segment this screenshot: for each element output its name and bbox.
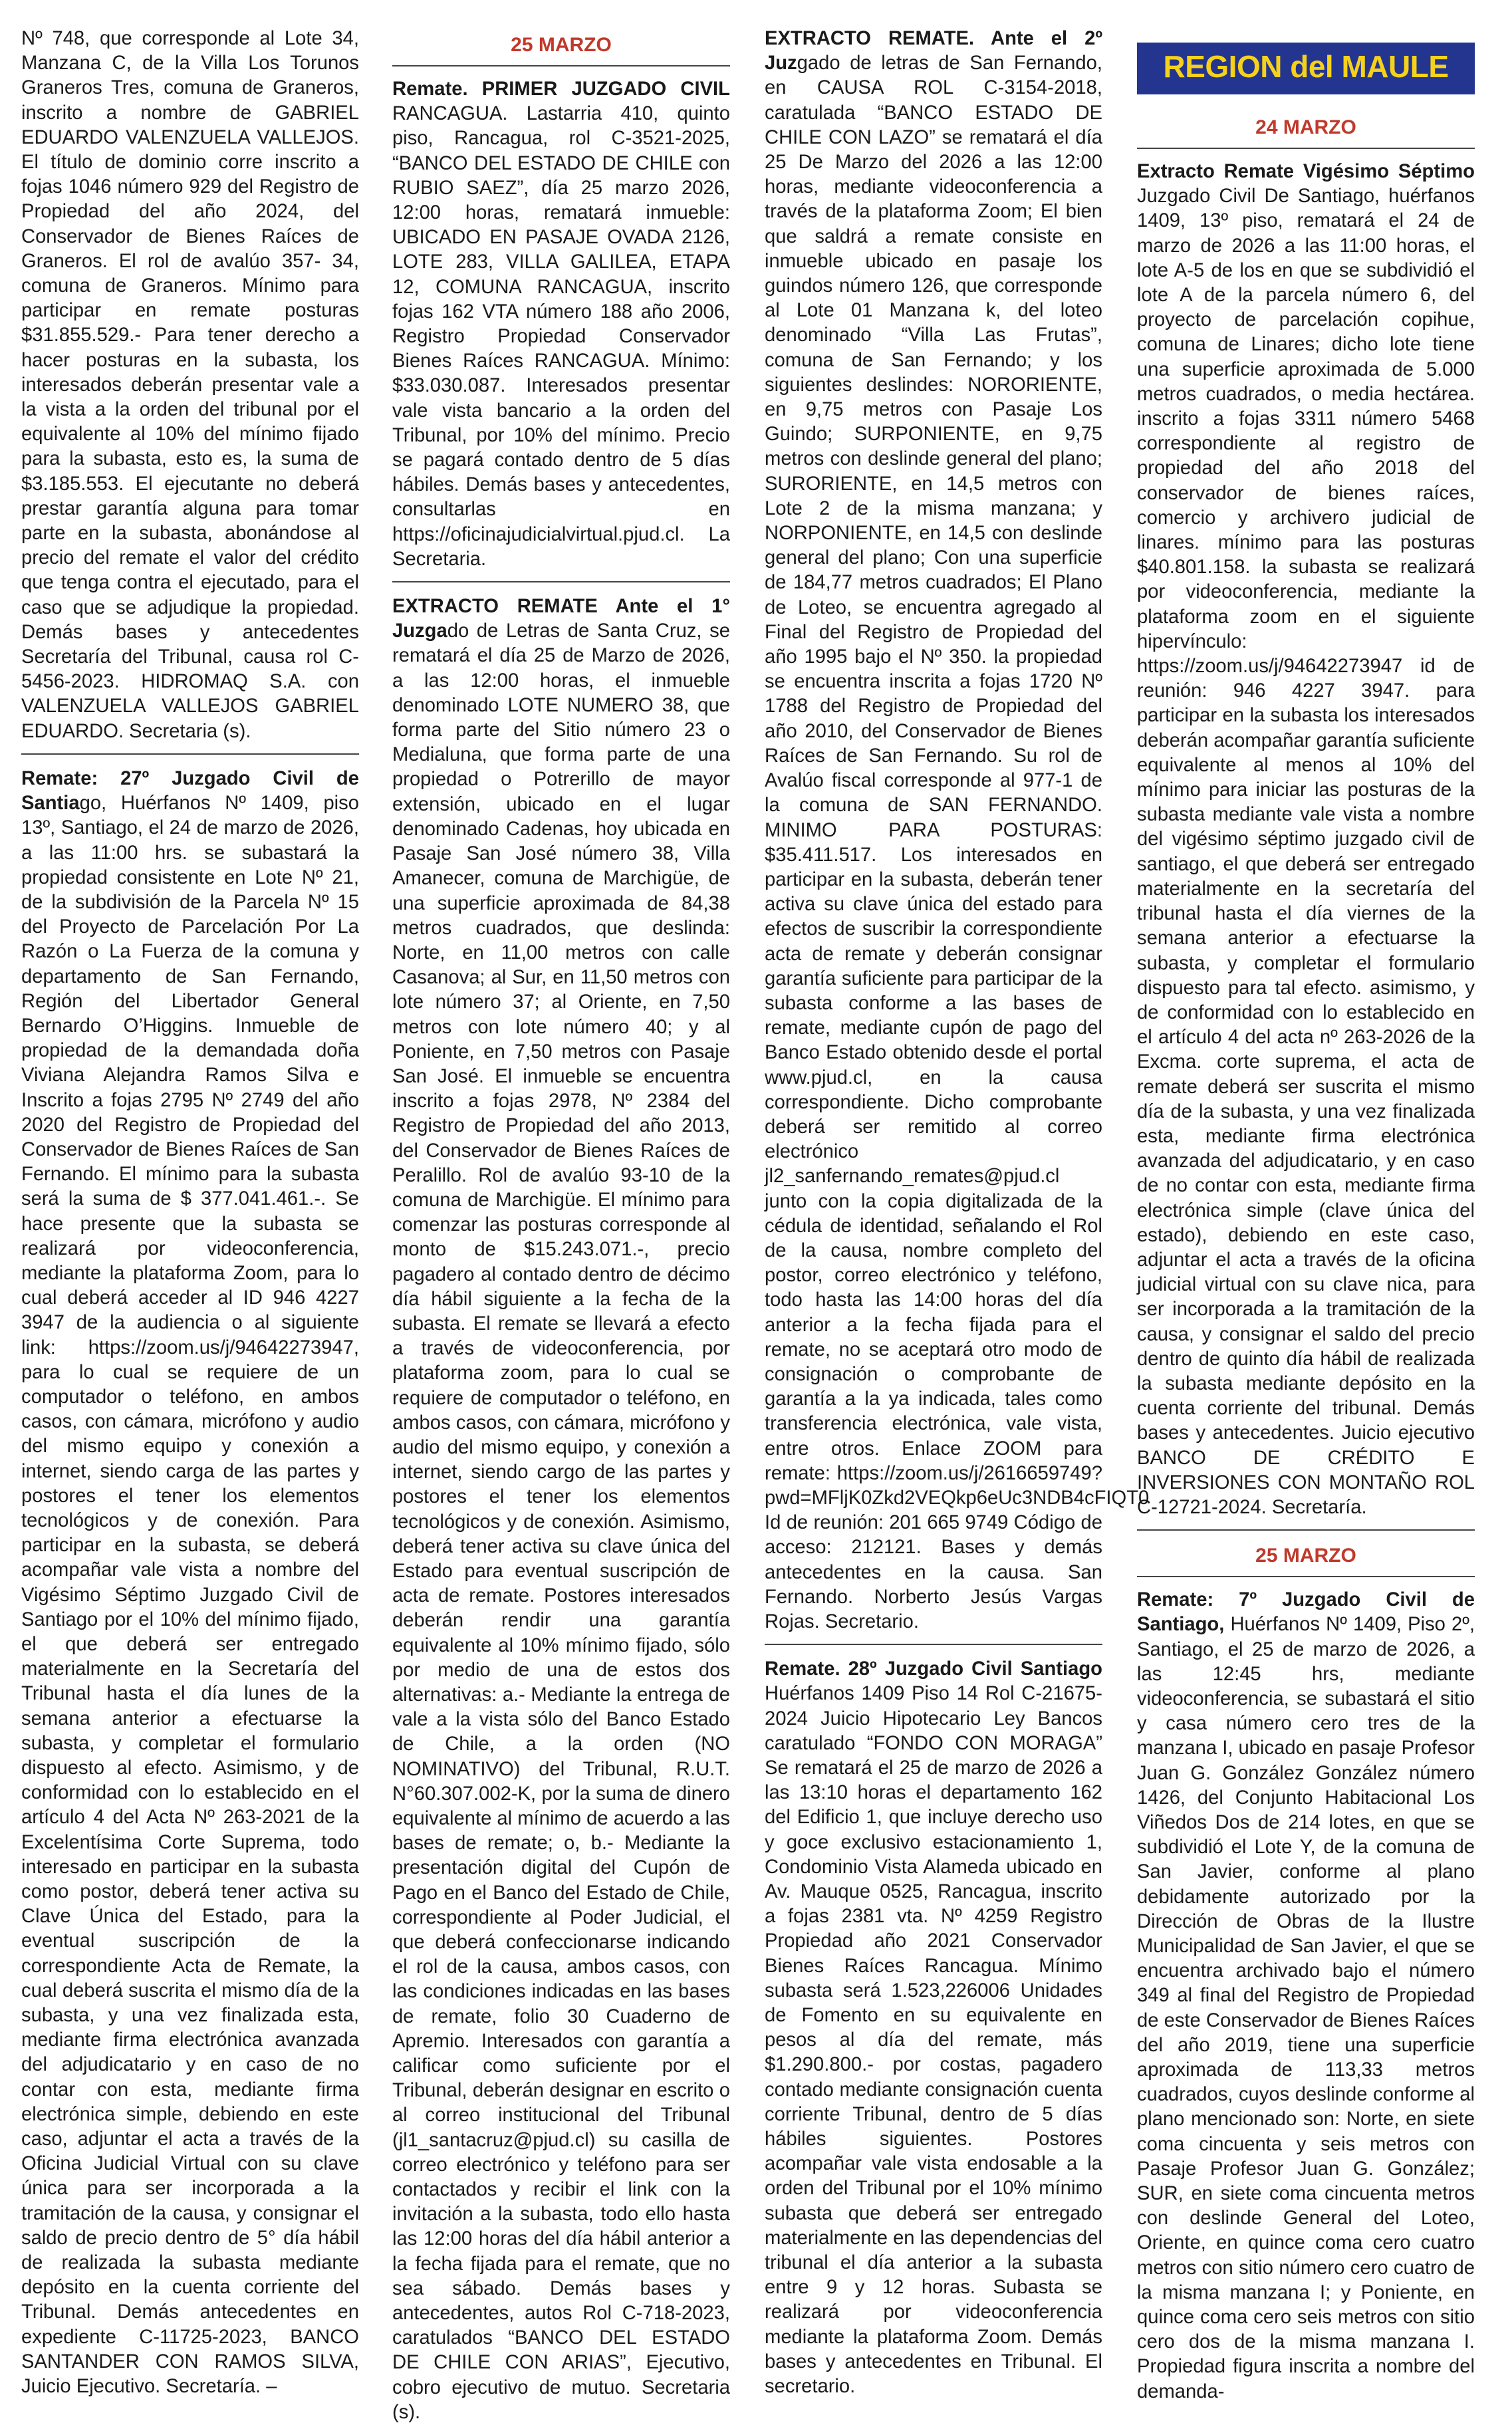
notice-body	[21, 27, 359, 744]
notice-lead: Extracto Remate Vigésimo Séptimo	[1137, 161, 1475, 182]
notice-text: Huérfanos Nº 1409, Piso 2º, Santiago, el 25 de marzo de 2026, a las 12:45 hrs, mediante videoconferencia, se subastará el sitio y casa número cero tres de la manzana I, ubicado en pasaje Profesor Juan G. González González número 1426, del Conjunto Habitacional Los Viñedos Dos de 214 lotes, en que se subdividió el Lote Y, de la comuna de San Javier, conforme al plano debidamente autorizado por la Dirección de Obras de la Ilustre Municipalidad de San Javier, el que se encuentra archivado bajo el número 349 al final del Registro de Propiedad de este Conservador de Bienes Raíces del año 2019, tiene una superficie aproximada de 113,33 metros cuadrados, cuyos deslinde conforme al plano mencionado son: Norte, en siete coma cincuenta y seis metros con Pasaje Profesor Juan G. González; SUR, en siete coma cincuenta metros con deslinde General del Loteo, Oriente, en quince coma cero cuatro metros con sitio número cero cuatro de la misma manzana I; y Poniente, en quince coma cero seis metros con sitio cero dos de la misma manzana I. Propiedad figura inscrita a nombre del demanda-	[1137, 1614, 1475, 2402]
notice-primer-juzgado-rancagua	[392, 77, 730, 572]
notice-body	[765, 1657, 1102, 2399]
notice-body	[1137, 1588, 1475, 2404]
notice-text: do de Letras de Santa Cruz, se rematará el día 25 de Marzo de 2026, a las 12:00 horas, el inmueble denominado LOTE NUMERO 38, que forma parte del Sitio número 23 o Medialuna, que forma parte de una propiedad o Potrerillo de mayor extensión, ubicado en el lugar denominado Cadenas, hoy ubicada en Pasaje San José número 38, Villa Amanecer, comuna de Marchigüe, de una superficie aproximada de 84,38 metros cuadrados, que deslinda: Norte, en 11,00 metros con calle Casanova; al Sur, en 11,50 metros con lote número 37; al Oriente, en 7,50 metros con lote número 40; y al Poniente, en 7,50 metros con Pasaje San José. El inmueble se encuentra inscrito a fojas 2978, Nº 2384 del Registro de Propiedad del año 2013, del Conservador de Bienes Raíces de Peralillo. Rol de avalúo 93-10 de la comuna de Marchigüe. El mínimo para comenzar las posturas corresponde al monto de $15.243.071.-, precio pagadero al contado dentro de décimo día hábil siguiente a la fecha de la subasta. El remate se llevará a efecto a través de videoconferencia, por plataforma zoom, para lo cual se requiere de computador o teléfono, en ambos casos, con cámara, micrófono y audio del mismo equipo, y conexión a internet, siendo cargo de las partes y postores el tener los elementos tecnológicos y de conexión. Asimismo, deberá tener activa su clave única del Estado para eventual suscripción de acta de remate. Postores interesados deberán rendir una garantía equivalente al 10% mínimo fijado, sólo por medio de una de estos dos alternativas: a.- Mediante la entrega de vale a la vista sólo del Banco Estado de Chile, a la orden (NO NOMINATIVO) del Tribunal, R.U.T. N°60.307.002-K, por la suma de dinero equivalente al mínimo de acuerdo a las bases de remate; o, b.- Mediante la presentación digital del Cupón de Pago en el Banco del Estado de Chile, correspondiente al Poder Judicial, el que deberá confeccionarse indicando el rol de la causa, ambos casos, con las condiciones indicadas en las bases de remate, folio 30 Cuaderno de Apremio. Interesados con garantía a calificar como suficiente por el Tribunal, deberán designar en escrito o al correo institucional del Tribunal (jl1_santacruz@pjud.cl) su casilla de correo electrónico y teléfono para ser contactados y recibir el link con la invitación a la subasta, todo ello hasta las 12:00 horas del día hábil anterior a la fecha fijada para el remate, que no sea sábado. Demás bases y antecedentes, autos Rol C-718-2023, caratulados “BANCO DEL ESTADO DE CHILE CON ARIAS”, Ejecutivo, cobro ejecutivo de mutuo. Secretaria (s).	[392, 620, 730, 2423]
notice-body	[392, 594, 730, 2425]
divider	[392, 65, 730, 66]
divider	[765, 1644, 1102, 1645]
notice-text: RANCAGUA. Lastarria 410, quinto piso, Rancagua, rol C-3521-2025, “BANCO DEL ESTADO DE CHILE con RUBIO SAEZ”, día 25 marzo 2026, 12:00 horas, rematará inmueble: UBICADO EN PASAJE OVADA 2126, LOTE 283, VILLA GALILEA, ETAPA 12, COMUNA RANCAGUA, inscrito fojas 162 VTA número 188 año 2006, Registro Propiedad Conservador Bienes Raíces RANCAGUA. Mínimo: $33.030.087. Interesados presentar vale vista bancario a la orden del Tribunal, por 10% del mínimo. Precio se pagará contado dentro de 5 días hábiles. Demás bases y antecedentes, consultarlas en https://oficinajudicialvirtual.pjud.cl. La Secretaria.	[392, 103, 730, 570]
notice-7-juzgado	[1137, 1588, 1475, 2404]
column-2	[392, 27, 730, 2423]
notice-27-juzgado	[21, 767, 359, 2399]
notice-lead: EXTRACTO REMATE. Ante el 2º Juz	[765, 28, 1102, 74]
divider	[1137, 148, 1475, 149]
notice-2-juzgado-san-fernando	[765, 27, 1150, 1634]
notice-lead: Remate: 7º Juzgado Civil de Santiago,	[1137, 1589, 1475, 1636]
date-heading: 24 MARZO	[1255, 116, 1356, 138]
column-4	[1137, 27, 1475, 2402]
column-3	[765, 27, 1150, 2398]
divider	[21, 753, 359, 755]
notice-body	[1137, 160, 1475, 1520]
notice-body	[392, 77, 730, 572]
notice-lead: EXTRACTO REMATE Ante el 1° Juzga	[392, 596, 730, 642]
notice-text: go, Huérfanos Nº 1409, piso 13º, Santiago, el 24 de marzo de 2026, a las 11:00 hrs. se subastará la propiedad consistente en Lote Nº 21, de la subdivisión de la Parcela Nº 15 del Proyecto de Parcelación Por La Razón o La Fuerza de la comuna y departamento de San Fernando, Región del Libertador General Bernardo O’Higgins. Inmueble de propiedad de la demandada doña Viviana Alejandra Ramos Silva e Inscrito a fojas 2795 Nº 2749 del año 2020 del Registro de Propiedad del Conservador de Bienes Raíces de San Fernando. El mínimo para la subasta será la suma de $ 377.041.461.-. Se hace presente que la subasta se realizará por videoconferencia, mediante la plataforma Zoom, para lo cual deberá acceder al ID 946 4227 3947 de la audiencia o al siguiente link: https://zoom.us/j/94642273947, para lo cual se requiere de un computador o teléfono, en ambos casos, con cámara, micrófono y audio del mismo equipo y conexión a internet, siendo carga de las partes y postores el tener los elementos tecnológicos y de conexión. Para participar en la subasta, se deberá acompañar vale vista a nombre del Vigésimo Séptimo Juzgado Civil de Santiago por el 10% del mínimo fijado, el que deberá ser entregado materialmente en la Secretaría del Tribunal hasta el día lunes de la semana anterior a efectuarse la subasta, y completar el formulario dispuesto al efecto. Asimismo, y de conformidad con lo establecido en el artículo 4 del Acta Nº 263-2021 de la Excelentísima Corte Suprema, todo interesado en participar en la subasta como postor, deberá tener activa su Clave Única del Estado, para la eventual suscripción de la correspondiente Acta de Remate, la cual deberá suscrita el mismo día de la subasta, y una vez finalizada esta, mediante firma electrónica avanzada del adjudicatario y en caso de no contar con esta, mediante firma electrónica simple, debiendo en este caso, adjuntar el acta a través de la Oficina Judicial Virtual con su clave única para ser incorporada a la tramitación de la causa, y consignar el saldo de precio dentro de 5° día hábil de realizada la subasta mediante depósito en la cuenta corriente del Tribunal. Demás antecedentes en expediente C-11725-2023, BANCO SANTANDER CON RAMOS SILVA, Juicio Ejecutivo. Secretaría. –	[21, 793, 359, 2398]
column-1	[21, 27, 359, 2398]
notice-lead: Remate. 28º Juzgado Civil Santiago	[765, 1658, 1102, 1680]
notice-lead: Remate: 27º Juzgado Civil de Santia	[21, 767, 359, 815]
notice-28-juzgado	[765, 1657, 1102, 2399]
date-heading-2: 25 MARZO	[1255, 1545, 1356, 1567]
notice-lead: Remate. PRIMER JUZGADO CIVIL	[392, 78, 730, 100]
notice-santa-cruz	[392, 594, 730, 2425]
region-banner: REGION del MAULE	[1137, 43, 1475, 94]
divider	[392, 581, 730, 582]
notice-text: gado de letras de San Fernando, en CAUSA ROL C-3154-2018, caratulada “BANCO ESTADO DE CHILE CON LAZO” se rematará el día 25 De Marzo del 2026 a las 12:00 horas, mediante videoconferencia a través de la plataforma Zoom; El bien que saldrá a remate consiste en inmueble ubicado en pasaje los guindos número 126, que corresponde al Lote 01 Manzana k, del loteo denominado “Villa Las Frutas”, comuna de San Fernando; y los siguientes deslindes: NORORIENTE, en 9,75 metros con Pasaje Los Guindo; SURPONIENTE, en 9,75 metros con deslinde general del plano; SURORIENTE, en 14,5 metros con Lote 2 de la misma manzana; y NORPONIENTE, en 14,5 con deslinde general del plano; Con una superficie de 184,77 metros cuadrados; El Plano de Loteo, se encuentra agregado al Final del Registro de Propiedad del año 1995 bajo el Nº 350. la propiedad se encuentra inscrita a fojas 1720 Nº 1788 del Registro de Propiedad del año 2010, del Conservador de Bienes Raíces de San Fernando. Su rol de Avalúo fiscal corresponde al 977-1 de la comuna de SAN FERNANDO. MINIMO PARA POSTURAS: $35.411.517. Los interesados en participar en la subasta, deberán tener activa su clave única del estado para efectos de suscribir la correspondiente acta de remate y deberán consignar garantía suficiente para participar de la subasta conforme a las bases de remate, mediante cupón de pago del Banco Estado obtenido desde el portal www.pjud.cl, en la causa correspondiente. Dicho comprobante deberá ser remitido al correo electrónico jl2_sanfernando_remates@pjud.cl junto con la copia digitalizada de la cédula de identidad, señalando el Rol de la causa, nombre completo del postor, correo electrónico y teléfono, todo hasta las 14:00 horas del día anterior a la fecha fijada para el remate, no se aceptará otro modo de consignación o comprobante de garantía a la ya indicada, tales como transferencia electrónica, vale vista, entre otros. Enlace ZOOM para remate: https://zoom.us/j/2616659749?pwd=MFljK0Zkd2VEQkp6eUc3NDB4cFIQT0 Id de reunión: 201 665 9749 Código de acceso: 212121. Bases y demás antecedentes en la causa. San Fernando. Norberto Jesús Vargas Rojas. Secretario.	[765, 53, 1150, 1632]
date-heading: 25 MARZO	[511, 34, 612, 56]
divider	[1137, 1529, 1475, 1531]
notice-body	[765, 27, 1150, 1634]
notice-graneros	[21, 27, 359, 744]
notice-vigesimo-septimo	[1137, 160, 1475, 1520]
notice-text: Nº 748, que corresponde al Lote 34, Manzana C, de la Villa Los Torunos Graneros Tres, comuna de Graneros, inscrito a nombre de GABRIEL EDUARDO VALENZUELA VALLEJOS. El título de dominio corre inscrito a fojas 1046 número 929 del Registro de Propiedad del año 2024, del Conservador de Bienes Raíces de Graneros. El rol de avalúo 357- 34, comuna de Graneros. Mínimo para participar en remate posturas $31.855.529.- Para tener derecho a hacer posturas en la subasta, los interesados deberán presentar vale a la vista a la orden del tribunal por el equivalente al 10% del mínimo fijado para la subasta, esto es, la suma de $3.185.553. El ejecutante no deberá prestar garantía alguna para tomar parte en la subasta, abonándose al precio del remate el valor del crédito que tenga contra el ejecutado, para el caso que se adjudique la propiedad. Demás bases y antecedentes Secretaría del Tribunal, causa rol C-5456-2023. HIDROMAQ S.A. con VALENZUELA VALLEJOS GABRIEL EDUARDO. Secretaria (s).	[21, 28, 359, 742]
divider	[1137, 1576, 1475, 1577]
notice-text: Huérfanos 1409 Piso 14 Rol C-21675-2024 Juicio Hipotecario Ley Bancos caratulado “FONDO CON MORAGA” Se rematará el 25 de marzo de 2026 a las 13:10 horas el departamento 162 del Edificio 1, que incluye derecho uso y goce exclusivo estacionamiento 1, Condominio Vista Alameda ubicado en Av. Mauque 0525, Rancagua, inscrito a fojas 2381 vta. Nº 4259 Registro Propiedad año 2021 Conservador Bienes Raíces Rancagua. Mínimo subasta será 1.523,226006 Unidades de Fomento en su equivalente en pesos al día del remate, más $1.290.800.- por costas, pagadero contado mediante consignación cuenta corriente Tribunal, dentro de 5 días hábiles siguientes. Postores acompañar vale vista endosable a la orden del Tribunal por el 10% mínimo subasta que deberá ser entregado materialmente en las dependencias del tribunal el día anterior a la subasta entre 9 y 12 horas. Subasta se realizará por videoconferencia mediante la plataforma Zoom. Demás bases y antecedentes en Tribunal. El secretario.	[765, 1683, 1102, 2398]
notice-body	[21, 767, 359, 2399]
notice-text: Juzgado Civil De Santiago, huérfanos 1409, 13º piso, rematará el 24 de marzo de 2026 a las 11:00 horas, el lote A-5 de los en que se subdividió el lote A de la parcela número 6, del proyecto de parcelación copihue, comuna de Linares; dicho lote tiene una superficie aproximada de 5.000 metros cuadrados, o media hectárea. inscrito a fojas 3311 número 5468 correspondiente al registro de propiedad del año 2018 del conservador de bienes raíces, comercio y archivero judicial de linares. mínimo para las posturas $40.801.158. la subasta se realizará por videoconferencia, mediante la plataforma zoom en el siguiente hipervínculo: https://zoom.us/j/94642273947 id de reunión: 946 4227 3947. para participar en la subasta los interesados deberán acompañar garantía suficiente equivalente al menos al 10% del mínimo para iniciar las posturas de la subasta mediante vale vista a nombre del vigésimo séptimo juzgado civil de santiago, el que deberá ser entregado materialmente en la secretaría del tribunal hasta el día viernes de la semana anterior a efectuarse la subasta, y completar el formulario dispuesto para tal efecto. asimismo, y de conformidad con lo establecido en el artículo 4 del acta nº 263-2026 de la Excma. corte suprema, el acta de remate deberá ser suscrita el mismo día de la subasta, y una vez finalizada esta, mediante firma electrónica avanzada del adjudicatario, y en caso de no contar con esta, mediante firma electrónica simple (clave única del estado), debiendo en este caso, adjuntar el acta a través de la oficina judicial virtual con su clave nica, para ser incorporada a la tramitación de la causa, y consignar el saldo del precio dentro de quinto día hábil de realizada la subasta mediante depósito en la cuenta corriente del tribunal. Demás bases y antecedentes. Juicio ejecutivo BANCO DE CRÉDITO E INVERSIONES CON MONTAÑO ROL C-12721-2024. Secretaría.	[1137, 186, 1475, 1518]
